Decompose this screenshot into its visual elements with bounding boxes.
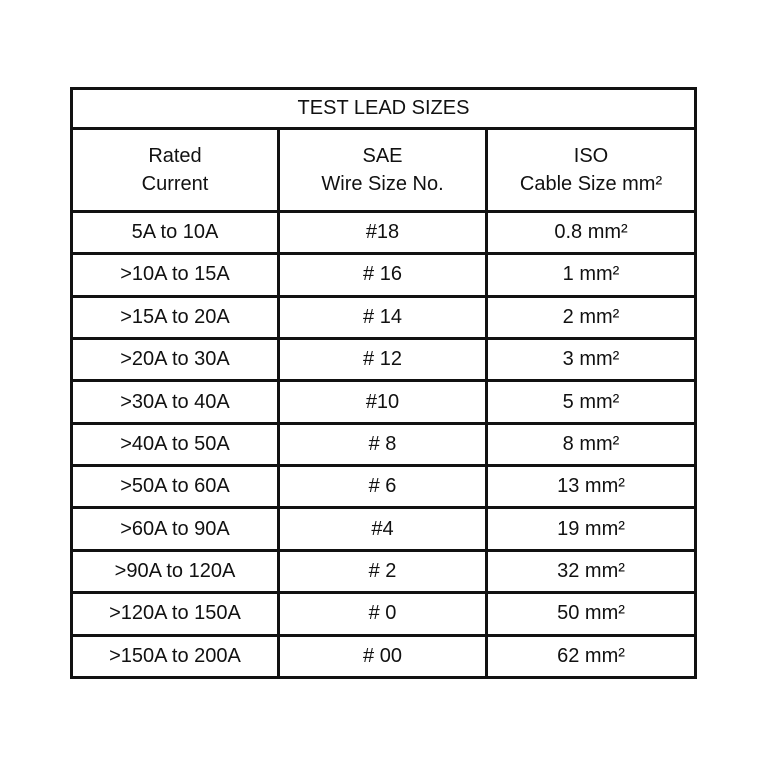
cell-current: >10A to 15A: [72, 254, 279, 296]
cell-iso: 50 mm²: [487, 593, 696, 635]
cell-current: >150A to 200A: [72, 635, 279, 677]
cell-current: 5A to 10A: [72, 211, 279, 253]
header-row: [72, 129, 696, 212]
cell-iso: 8 mm²: [487, 423, 696, 465]
cell-sae: # 6: [279, 466, 487, 508]
cell-current: >50A to 60A: [72, 466, 279, 508]
cell-iso: 1 mm²: [487, 254, 696, 296]
table-row: [72, 550, 696, 592]
cell-sae: #4: [279, 508, 487, 550]
cell-sae: # 2: [279, 550, 487, 592]
header-sae-wire-size: [279, 129, 487, 212]
cell-current: >90A to 120A: [72, 550, 279, 592]
cell-iso: 13 mm²: [487, 466, 696, 508]
cell-current: >120A to 150A: [72, 593, 279, 635]
table-row: [72, 508, 696, 550]
cell-current: >20A to 30A: [72, 339, 279, 381]
cell-current: >30A to 40A: [72, 381, 279, 423]
cell-sae: #18: [279, 211, 487, 253]
header-line: Current: [141, 173, 209, 196]
cell-current: >15A to 20A: [72, 296, 279, 338]
header-iso-cable-size: [487, 129, 696, 212]
table-row: [72, 211, 696, 253]
header-rated-current: [72, 129, 279, 212]
header-line: Cable Size mm²: [519, 173, 663, 196]
cell-sae: # 0: [279, 593, 487, 635]
table-row: [72, 296, 696, 338]
cell-iso: 19 mm²: [487, 508, 696, 550]
cell-current: >40A to 50A: [72, 423, 279, 465]
table-title: TEST LEAD SIZES: [72, 89, 696, 129]
test-lead-sizes-table: [70, 87, 697, 679]
cell-current: >60A to 90A: [72, 508, 279, 550]
header-line: Wire Size No.: [321, 173, 444, 196]
header-line: ISO: [573, 145, 609, 168]
cell-sae: # 16: [279, 254, 487, 296]
cell-iso: 0.8 mm²: [487, 211, 696, 253]
table-row: [72, 339, 696, 381]
cell-iso: 3 mm²: [487, 339, 696, 381]
table-row: [72, 423, 696, 465]
cell-iso: 32 mm²: [487, 550, 696, 592]
table-row: [72, 381, 696, 423]
header-line: SAE: [362, 145, 403, 168]
table-row: [72, 466, 696, 508]
table-row: [72, 254, 696, 296]
cell-iso: 5 mm²: [487, 381, 696, 423]
cell-iso: 2 mm²: [487, 296, 696, 338]
cell-sae: # 8: [279, 423, 487, 465]
cell-iso: 62 mm²: [487, 635, 696, 677]
cell-sae: # 14: [279, 296, 487, 338]
table-row: [72, 593, 696, 635]
cell-sae: # 12: [279, 339, 487, 381]
table-row: [72, 635, 696, 677]
cell-sae: # 00: [279, 635, 487, 677]
cell-sae: #10: [279, 381, 487, 423]
header-line: Rated: [148, 145, 202, 168]
